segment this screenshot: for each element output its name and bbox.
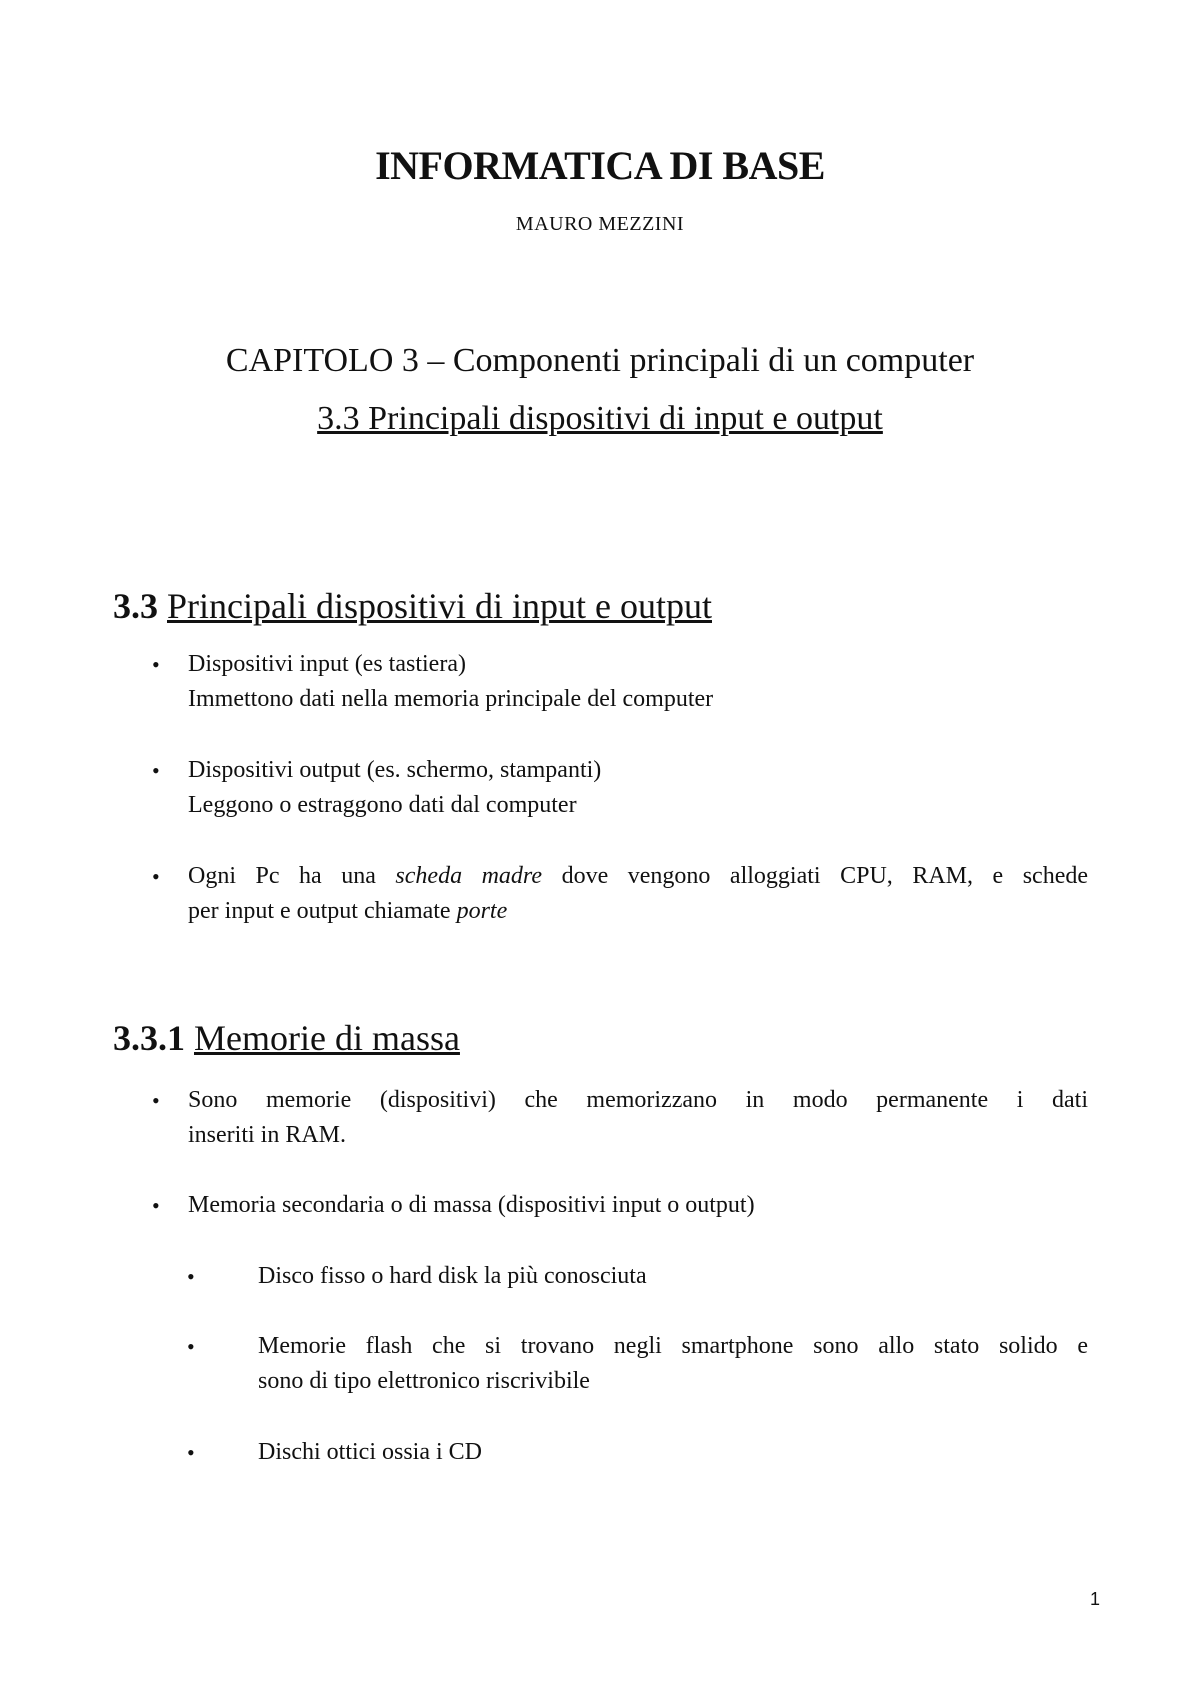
- section-title: Memorie di massa: [194, 1018, 460, 1058]
- list-item-text: per input e output chiamate porte: [188, 898, 508, 924]
- bullet-icon: •: [187, 1264, 195, 1289]
- bullet-icon: •: [187, 1334, 195, 1359]
- subchapter-heading-text: 3.3 Principali dispositivi di input e output: [317, 400, 883, 437]
- bullet-icon: •: [187, 1440, 195, 1465]
- section-number: 3.3.1: [113, 1018, 185, 1058]
- list-item-text: Dispositivi input (es tastiera): [188, 651, 466, 677]
- document-author: MAURO MEZZINI: [515, 213, 685, 235]
- list-item-text: Memoria secondaria o di massa (dispositivi input o output): [188, 1192, 755, 1218]
- bullet-icon: •: [152, 864, 160, 889]
- italic-term: porte: [456, 898, 508, 924]
- list-item-text: Leggono o estraggono dati dal computer: [188, 792, 577, 818]
- italic-term: scheda madre: [395, 863, 543, 889]
- bullet-icon: •: [152, 758, 160, 783]
- list-item-text: Disco fisso o hard disk la più conosciuta: [258, 1263, 647, 1289]
- list-item-text: sono di tipo elettronico riscrivibile: [258, 1368, 590, 1394]
- section-heading-3-3: [113, 584, 712, 628]
- chapter-heading: CAPITOLO 3 – Componenti principali di un computer: [225, 342, 975, 379]
- list-item-text: Sono memorie (dispositivi) che memorizzano in modo permanente i dati: [188, 1087, 1088, 1113]
- page-number: 1: [1089, 1589, 1100, 1609]
- section-title: Principali dispositivi di input e output: [167, 586, 712, 626]
- bullet-icon: •: [152, 1193, 160, 1218]
- bullet-icon: •: [152, 1088, 160, 1113]
- document-title: INFORMATICA DI BASE: [375, 143, 825, 188]
- list-item-text: Dispositivi output (es. schermo, stampanti): [188, 757, 602, 783]
- section-heading-3-3-1: [113, 1016, 460, 1060]
- list-item-text: Memorie flash che si trovano negli smartphone sono allo stato solido e: [258, 1333, 1088, 1359]
- list-item-text: Immettono dati nella memoria principale del computer: [188, 686, 714, 712]
- list-item-text: Dischi ottici ossia i CD: [258, 1439, 482, 1465]
- list-item-text: Ogni Pc ha una scheda madre dove vengono alloggiati CPU, RAM, e schede: [188, 863, 1088, 889]
- section-number: 3.3: [113, 586, 158, 626]
- list-item-text: inseriti in RAM.: [188, 1122, 347, 1148]
- bullet-icon: •: [152, 652, 160, 677]
- subchapter-heading: [0, 398, 1200, 440]
